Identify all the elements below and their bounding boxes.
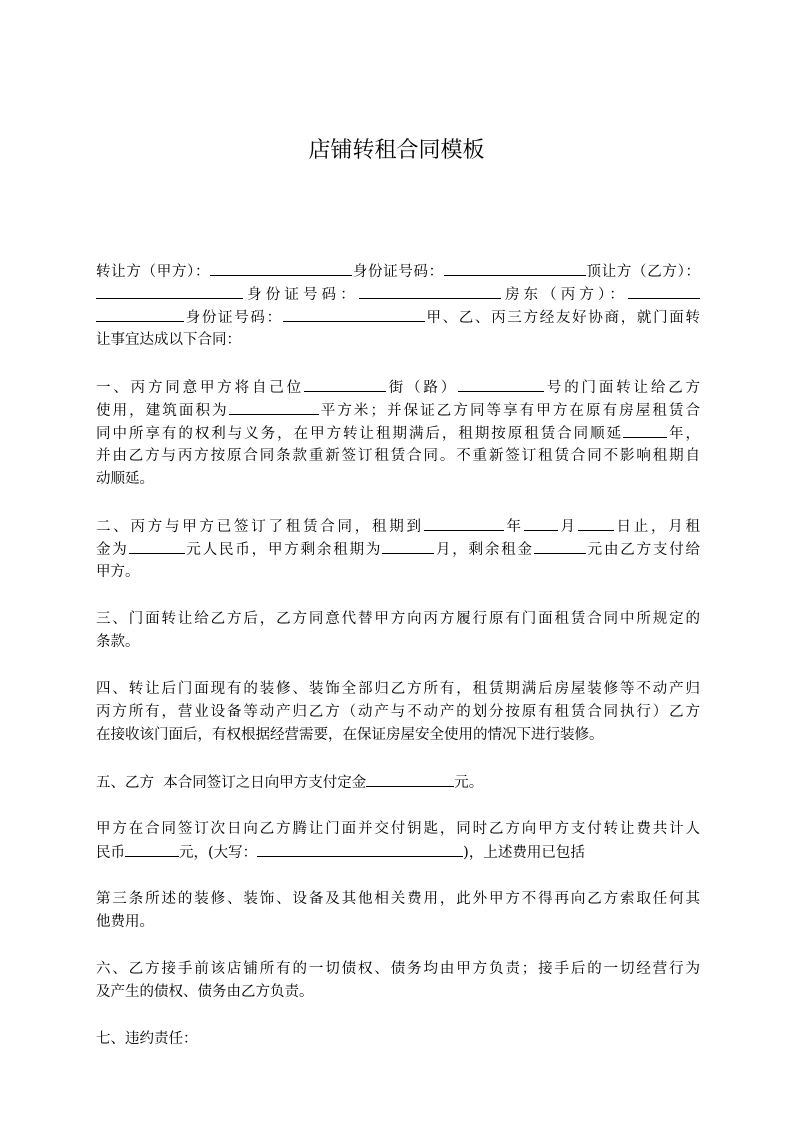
clause5-text: 元。 [454, 775, 484, 791]
clause4-line-2: 丙方所有，营业设备等动产归乙方（动产与不动产的划分按原有租赁合同执行）乙方 [96, 704, 700, 720]
clause2-line-1 [96, 515, 700, 538]
preamble-line-1 [96, 260, 700, 283]
transferor-id-blank[interactable] [444, 260, 586, 276]
deposit-blank[interactable] [366, 771, 454, 787]
transferee-id-label: 身份证号码： [243, 287, 359, 303]
clause1-text: 同中所享有的权利与义务，在甲方转让租期满后，租期按原租赁合同顺延 [96, 426, 624, 442]
clause1-text: 年， [667, 426, 701, 442]
clause-extra-line-2: 他费用。 [96, 914, 154, 930]
clause2-text: 元由乙方支付给 [585, 542, 701, 558]
transferor-id-label: 身份证号码： [352, 264, 444, 280]
clause2-text: 金为 [96, 542, 129, 558]
landlord-name-blank-cont[interactable] [96, 306, 184, 322]
transferee-name-blank[interactable] [96, 283, 243, 299]
area-blank[interactable] [229, 399, 319, 415]
payment-line-1: 甲方在合同签订次日向乙方腾让门面并交付钥匙，同时乙方向甲方支付转让费共计人 [96, 821, 700, 837]
lease-day-blank[interactable] [578, 515, 614, 531]
payment-text: )，上述费用已包括 [463, 845, 585, 861]
clause5-text: 五、乙方 本合同签订之日向甲方支付定金 [96, 775, 367, 791]
lease-year-blank[interactable] [424, 515, 504, 531]
clause4-line-1: 四、转让后门面现有的装修、装饰全部归乙方所有，租赁期满后房屋装修等不动产归 [96, 681, 700, 697]
landlord-id-label: 身份证号码： [184, 310, 283, 326]
landlord-name-blank[interactable] [628, 283, 700, 299]
clause1-text: 使用，建筑面积为 [96, 403, 229, 419]
clause3-line-2: 条款。 [96, 634, 140, 650]
extension-years-blank[interactable] [623, 422, 667, 438]
clause5-line-1 [96, 771, 700, 794]
clause2-line-3: 甲方。 [96, 564, 140, 580]
remaining-rent-blank[interactable] [534, 538, 586, 554]
clause6-line-2: 及产生的债权、债务由乙方负责。 [96, 984, 314, 1000]
contract-body [96, 260, 700, 1051]
clause2-text: 二、丙方与甲方已签订了租赁合同，租期到 [96, 519, 424, 535]
street-blank[interactable] [304, 376, 386, 392]
year-label: 年 [503, 519, 524, 535]
clause2-line-2 [96, 538, 700, 561]
clause1-line-2 [96, 399, 700, 422]
preamble-tail-1: 甲、乙、丙三方经友好协商，就门面转 [424, 310, 700, 326]
clause1-line-4: 并由乙方与丙方按原合同条款重新签订租赁合同。不重新签订租赁合同不影响租期自 [96, 448, 700, 464]
remaining-term-blank[interactable] [382, 538, 434, 554]
transferee-label: 顶让方（乙方）： [585, 264, 701, 280]
clause4-line-3: 在接收该门面后，有权根据经营需要，在保证房屋安全使用的情况下进行装修。 [96, 727, 604, 743]
month-label: 月 [557, 519, 578, 535]
clause7-line-1: 七、违约责任： [96, 1031, 198, 1047]
payment-line-2 [96, 841, 700, 864]
transferor-label: 转让方（甲方）： [96, 264, 211, 280]
preamble-line-4: 让事宜达成以下合同： [96, 332, 241, 348]
clause2-text: 月，剩余租金 [434, 542, 534, 558]
number-blank[interactable] [458, 376, 544, 392]
lease-month-blank[interactable] [524, 515, 558, 531]
clause-extra-line-1: 第三条所述的装修、装饰、设备及其他相关费用，此外甲方不得再向乙方索取任何其 [96, 891, 700, 907]
clause6-line-1: 六、乙方接手前该店铺所有的一切债权、债务均由甲方负责；接手后的一切经营行为 [96, 961, 700, 977]
clause1-text: 平方米；并保证乙方同等享有甲方在原有房屋租赁合 [318, 403, 701, 419]
document-title: 店铺转租合同模板 [308, 138, 485, 163]
clause2-text: 日止，月租 [613, 519, 700, 535]
clause1-text: 号的门面转让给乙方 [544, 380, 701, 396]
street-label: 街（路） [385, 380, 459, 396]
landlord-label: 房东（丙方）： [500, 287, 629, 303]
monthly-rent-blank[interactable] [129, 538, 185, 554]
transferor-name-blank[interactable] [210, 260, 352, 276]
clause1-line-1 [96, 376, 700, 399]
transferee-id-blank[interactable] [359, 283, 501, 299]
clause3-line-1: 三、门面转让给乙方后，乙方同意代替甲方向丙方履行原有门面租赁合同中所规定的 [96, 611, 700, 627]
clause1-line-5: 动顺延。 [96, 471, 154, 487]
preamble-line-2 [96, 283, 700, 306]
payment-text: 民币 [96, 845, 125, 861]
transfer-fee-uppercase-blank[interactable] [257, 841, 463, 857]
transfer-fee-blank[interactable] [125, 841, 179, 857]
landlord-id-blank[interactable] [283, 306, 425, 322]
payment-text: 元，(大写： [179, 845, 258, 861]
clause1-text: 一、丙方同意甲方将自己位 [96, 380, 304, 396]
preamble-line-3 [96, 306, 700, 329]
clause2-text: 元人民币，甲方剩余租期为 [184, 542, 383, 558]
clause1-line-3 [96, 422, 700, 445]
